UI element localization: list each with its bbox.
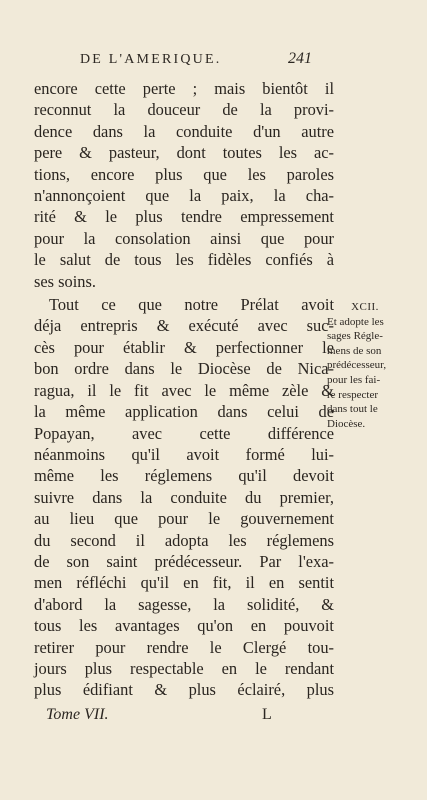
page-number: 241 — [288, 50, 312, 67]
text-line: dence dans la conduite d'un autre — [34, 121, 334, 141]
text-line: Popayan, avec cette différence — [34, 423, 334, 443]
margin-note — [327, 300, 403, 431]
text-line: la même application dans celui de — [34, 402, 334, 422]
main-text — [34, 78, 334, 701]
margin-note-number: XCII. — [351, 301, 379, 313]
text-line: tous les avantages qu'on en pouvoit — [34, 616, 334, 636]
text-line: ses soins. — [34, 271, 96, 291]
margin-note-line: sages Régle- — [327, 330, 383, 343]
text-line: reconnut la douceur de la provi- — [34, 100, 334, 120]
text-line: pere & pasteur, dont toutes les ac- — [34, 143, 334, 163]
volume-label: Tome VII. — [46, 706, 109, 723]
running-title: DE L'AMERIQUE. — [80, 52, 222, 67]
text-line: encore cette perte ; mais bientôt il — [34, 79, 334, 98]
text-line: ragua, il le fit avec le même zèle & — [34, 380, 334, 400]
margin-note-line: dans tout le — [327, 403, 378, 416]
text-line: retirer pour rendre le Clergé tou- — [34, 637, 334, 657]
text-line: tions, encore plus que les paroles — [34, 164, 334, 184]
text-line: de son saint prédécesseur. Par l'exa- — [34, 551, 334, 571]
text-line: déja entrepris & exécuté avec suc- — [34, 316, 334, 336]
text-line: le salut de tous les fidèles confiés à — [34, 250, 334, 270]
text-line: n'annonçoient que la paix, la cha- — [34, 186, 334, 206]
margin-note-line: mens de son — [327, 344, 382, 357]
text-line: cès pour établir & perfectionner le — [34, 337, 334, 357]
text-line: même les réglemens qu'il devoit — [34, 466, 334, 486]
text-line: d'abord la sagesse, la solidité, & — [34, 594, 334, 614]
margin-note-line: Diocèse. — [327, 417, 366, 430]
margin-note-line: Et adopte les — [327, 315, 384, 328]
margin-note-line: pour les fai- — [327, 373, 381, 386]
paragraph-2 — [34, 294, 334, 701]
margin-note-line: re respecter — [327, 388, 378, 401]
signature-mark: L — [262, 706, 272, 723]
text-line: men réfléchi qu'il en fit, il en sentit — [34, 573, 334, 593]
text-line: jours plus respectable en le rendant — [34, 658, 334, 678]
text-line: suivre dans la conduite du premier, — [34, 487, 334, 507]
text-line: néanmoins qu'il avoit formé lui- — [34, 444, 334, 464]
margin-note-line: prédécesseur, — [327, 359, 387, 372]
text-line: du second il adopta les réglemens — [34, 530, 334, 550]
text-line: plus édifiant & plus éclairé, plus — [34, 680, 334, 700]
paragraph-1 — [34, 78, 334, 292]
text-line: pour la consolation ainsi que pour — [34, 228, 334, 248]
text-line: rité & le plus tendre empressement — [34, 207, 334, 227]
text-line: au lieu que pour le gouvernement — [34, 509, 334, 529]
text-line: Tout ce que notre Prélat avoit — [49, 295, 334, 315]
text-line: bon ordre dans le Diocèse de Nica- — [34, 359, 334, 379]
